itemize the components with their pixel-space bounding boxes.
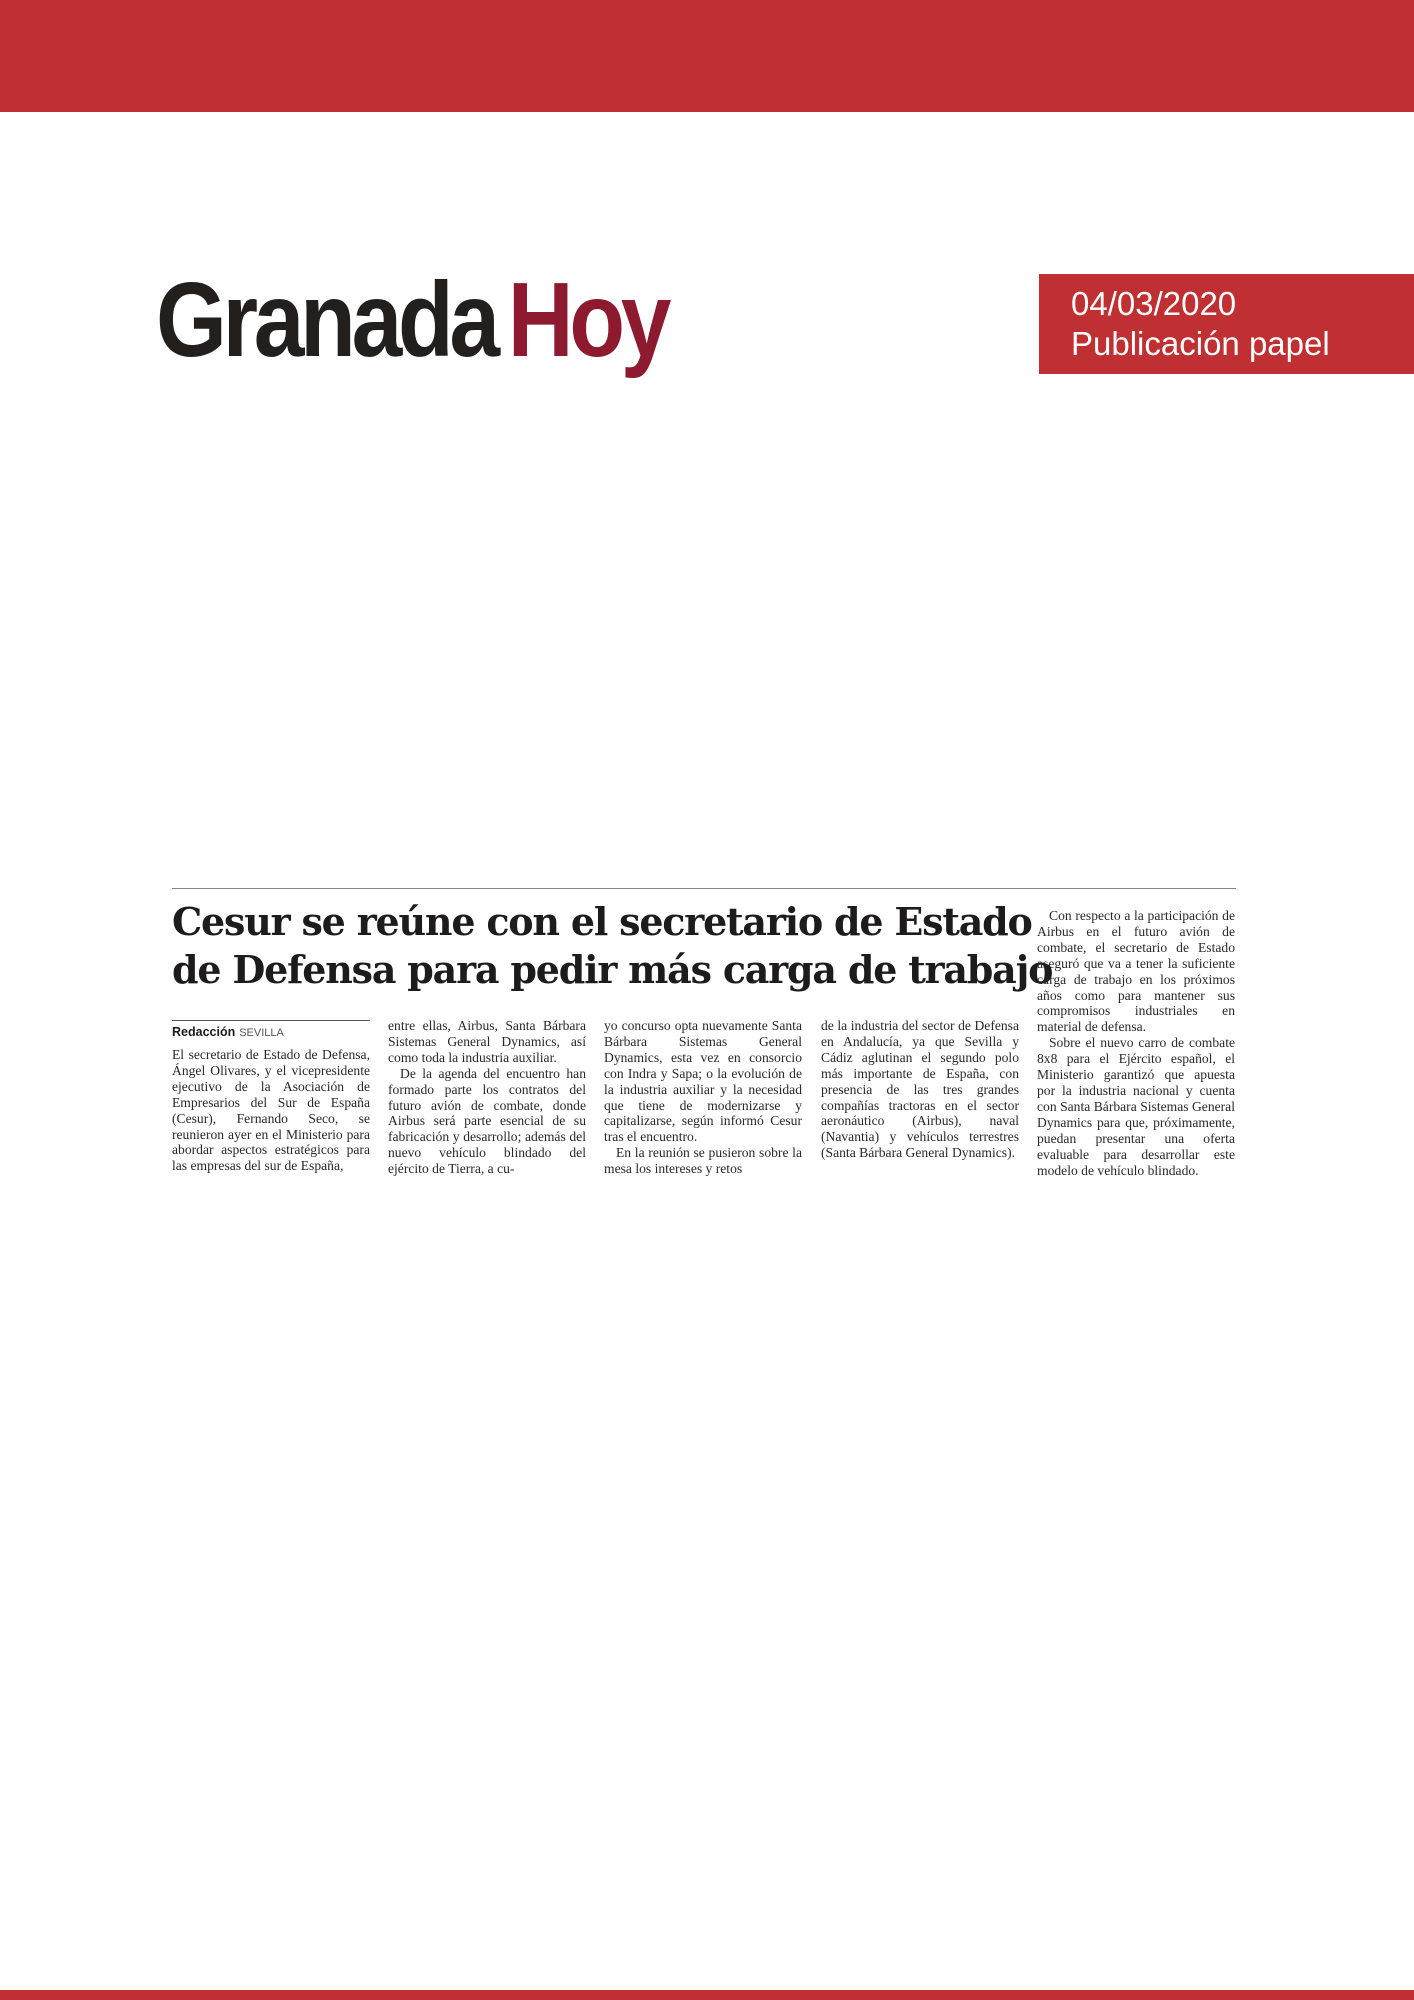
headline-line-2: de Defensa para pedir más carga de trabajo [172, 947, 1053, 992]
paragraph: yo concurso opta nuevamente Santa Bárbara Sistemas General Dynamics, esta vez en consorcio con Indra y Sapa; o la evolución de la industria auxiliar y la necesidad que tiene de modernizarse y capitalizarse, según informó Cesur tras el encuentro. [604, 1018, 802, 1145]
publication-edition: Publicación papel [1071, 325, 1330, 362]
headline-line-1: Cesur se reúne con el secretario de Estado [172, 899, 1032, 944]
publication-info-box [1039, 274, 1414, 374]
top-banner [0, 0, 1414, 112]
article-headline [172, 898, 1053, 994]
paragraph: En la reunión se pusieron sobre la mesa los intereses y retos [604, 1145, 802, 1177]
article-column-2 [388, 1018, 586, 1177]
publication-date: 04/03/2020 [1071, 285, 1237, 322]
byline-place: SEVILLA [239, 1027, 284, 1039]
article-top-rule [172, 888, 1236, 889]
masthead-logo [156, 262, 667, 378]
byline [172, 1020, 370, 1041]
paragraph: De la agenda del encuentro han formado parte los contratos del futuro avión de combate, donde Airbus será parte esencial de su fabricación y desarrollo; además del nuevo vehículo blindado del ejército de Tierra, a cu- [388, 1065, 586, 1177]
article-column-3 [604, 1018, 802, 1177]
article-column-1 [172, 1020, 370, 1174]
paragraph: Sobre el nuevo carro de combate 8x8 para el Ejército español, el Ministerio garantizó que apuesta por la industria nacional y cuenta con Santa Bárbara Sistemas General Dynamics para que, próximamente, puedan presentar una oferta evaluable para desarrollar este modelo de vehículo blindado. [1037, 1035, 1235, 1178]
paragraph: entre ellas, Airbus, Santa Bárbara Sistemas General Dynamics, así como toda la industria auxiliar. [388, 1018, 586, 1065]
bottom-banner [0, 1990, 1414, 2000]
article-column-4 [821, 1018, 1019, 1161]
paragraph: de la industria del sector de Defensa en Andalucía, ya que Sevilla y Cádiz aglutinan el segundo polo más importante de España, con presencia de las tres grandes compañías tractoras en el sector aeronáutico (Airbus), naval (Navantia) y vehículos terrestres (Santa Bárbara General Dynamics). [821, 1018, 1019, 1161]
masthead-word-granada: Granada [156, 261, 496, 379]
paragraph: El secretario de Estado de Defensa, Ángel Olivares, y el vicepresidente ejecutivo de la Asociación de Empresarios del Sur de España (Cesur), Fernando Seco, se reunieron ayer en el Ministerio para abordar aspectos estratégicos para las empresas del sur de España, [172, 1047, 370, 1174]
article-column-5 [1037, 908, 1235, 1178]
masthead-word-hoy: Hoy [507, 261, 668, 379]
paragraph: Con respecto a la participación de Airbus en el futuro avión de combate, el secretario de Estado aseguró que va a tener la suficiente carga de trabajo en los próximos años como para mantener sus compromisos industriales en material de defensa. [1037, 908, 1235, 1035]
byline-author: Redacción [172, 1025, 236, 1039]
